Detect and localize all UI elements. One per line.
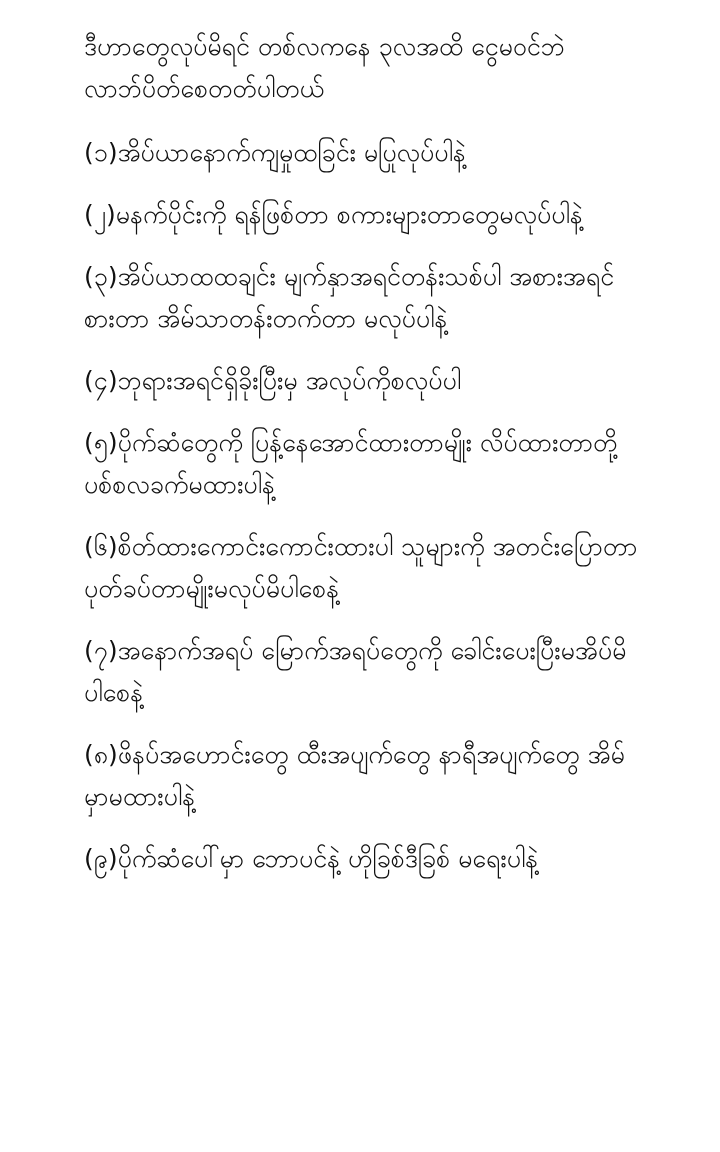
rule-item-7: (၇)အနောက်အရပ် မြောက်အရပ်တွေကို ခေါင်းပေးပြီးမအိပ်မိပါစေနဲ့ xyxy=(84,636,627,707)
rule-item-5: (၅)ပိုက်ဆံတွေကို ပြန့်နေအောင်ထားတာမျိုး လိပ်ထားတာတို့ ပစ်စလခက်မထားပါနဲ့ xyxy=(84,428,618,499)
rule-item-2: (၂)မနက်ပိုင်းကို ရန်ဖြစ်တာ စကားများတာတွေမလုပ်ပါနဲ့ xyxy=(84,200,583,229)
intro-text: ဒီဟာတွေလုပ်မိရင် တစ်လကနေ ၃လအထိ ငွေမဝင်ဘဲ လာဘ်ပိတ်စေတတ်ပါတယ် xyxy=(84,32,565,103)
rule-item-1: (၁)အိပ်ယာနောက်ကျမှုထခြင်း မပြုလုပ်ပါနဲ့ xyxy=(84,138,466,167)
rule-item-9: (၉)ပိုက်ဆံပေါ်မှာ ဘောပင်နဲ့ ဟိုခြစ်ဒီခြစ် မရေးပါနဲ့ xyxy=(84,844,539,873)
rule-item-8: (၈)ဖိနပ်အဟောင်းတွေ ထီးအပျက်တွေ နာရီအပျက်တွေ အိမ်မှာမထားပါနဲ့ xyxy=(84,740,625,811)
rule-item-6: (၆)စိတ်ထားကောင်းကောင်းထားပါ သူများကို အတင်းပြောတာ ပုတ်ခပ်တာမျိုးမလုပ်မိပါစေနဲ့ xyxy=(84,532,638,603)
rule-item-3: (၃)အိပ်ယာထထချင်း မျက်နှာအရင်တန်းသစ်ပါ အစားအရင်စားတာ အိမ်သာတန်းတက်တာ မလုပ်ပါနဲ့ xyxy=(84,262,615,333)
rule-item-4: (၄)ဘုရားအရင်ရှိခိုးပြီးမှ အလုပ်ကိုစလုပ်ပါ xyxy=(84,366,462,395)
